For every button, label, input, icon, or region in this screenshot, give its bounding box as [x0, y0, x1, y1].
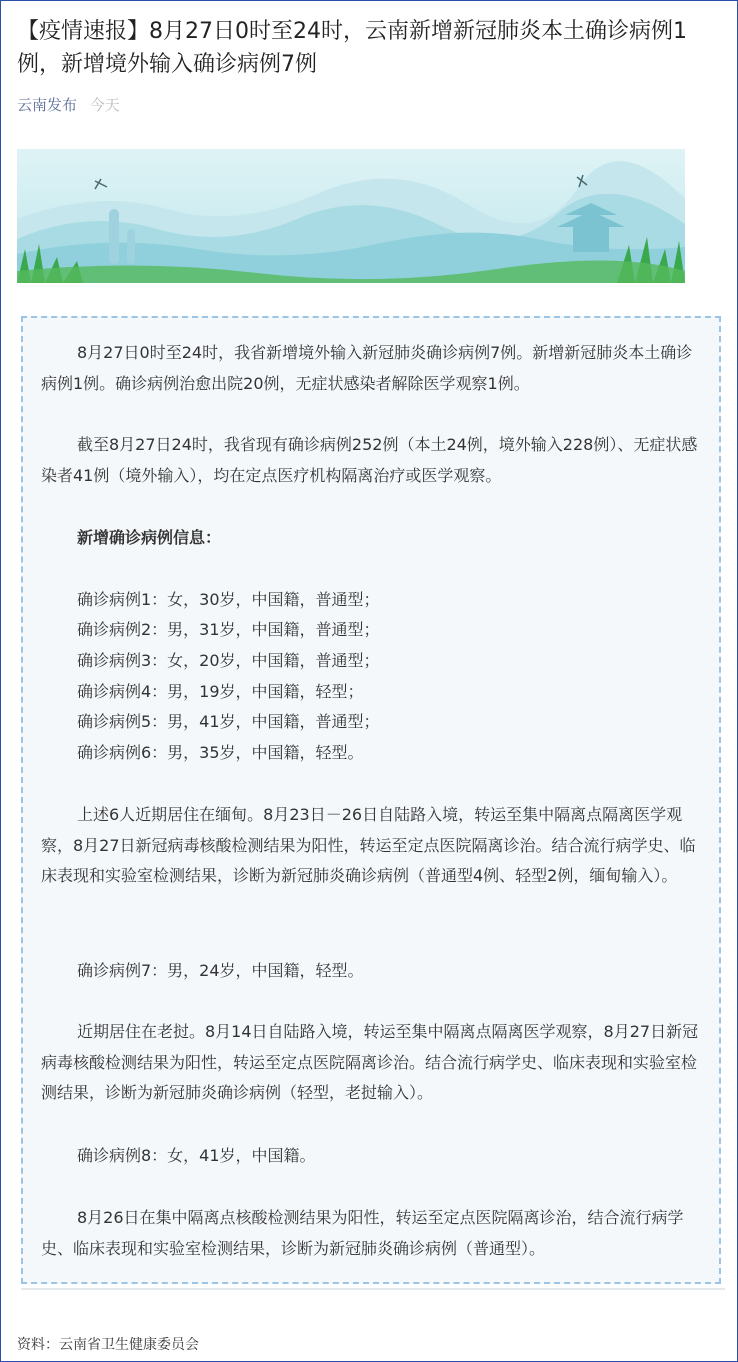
paragraph-case8-details: 8月26日在集中隔离点核酸检测结果为阳性，转运至定点医院隔离诊治，结合流行病学史、临床表现和实验室检测结果，诊断为新冠肺炎确诊病例（普通型）。	[41, 1208, 684, 1258]
article-meta	[17, 94, 120, 115]
case-item: 确诊病例5：男，41岁，中国籍，普通型；	[77, 712, 380, 731]
footer-source: 资料：云南省卫生健康委员会	[17, 1337, 199, 1353]
section-heading: 新增确诊病例信息：	[77, 528, 222, 547]
case-item: 确诊病例3：女，20岁，中国籍，普通型；	[77, 651, 380, 670]
case-item: 确诊病例4：男，19岁，中国籍，轻型；	[77, 682, 364, 701]
header-banner-image	[17, 149, 685, 283]
source-link[interactable]: 云南发布	[17, 96, 78, 114]
case-item-7: 确诊病例7：男，24岁，中国籍，轻型。	[77, 961, 364, 980]
case-item: 确诊病例1：女，30岁，中国籍，普通型；	[77, 590, 380, 609]
publish-date: 今天	[89, 96, 120, 114]
case-item: 确诊病例2：男，31岁，中国籍，普通型；	[77, 620, 380, 639]
case-item-8: 确诊病例8：女，41岁，中国籍。	[77, 1146, 316, 1165]
paragraph-laos-details: 近期居住在老挝。8月14日自陆路入境，转运至集中隔离点隔离医学观察，8月27日新冠病毒核酸检测结果为阳性，转运至定点医院隔离诊治。结合流行病学史、临床表现和实验室检测结果，诊断为新冠肺炎确诊病例（轻型，老挝输入）。	[41, 1022, 699, 1102]
content-divider	[21, 1288, 725, 1290]
paragraph-myanmar-details: 上述6人近期居住在缅甸。8月23日－26日自陆路入境，转运至集中隔离点隔离医学观察，8月27日新冠病毒核酸检测结果为阳性，转运至定点医院隔离诊治。结合流行病学史、临床表现和实验室检测结果，诊断为新冠肺炎确诊病例（普通型4例、轻型2例，缅甸输入）。	[41, 805, 696, 885]
article-title: 【疫情速报】8月27日0时至24时，云南新增新冠肺炎本土确诊病例1例，新增境外输入确诊病例7例	[17, 19, 687, 77]
case-item: 确诊病例6：男，35岁，中国籍，轻型。	[77, 743, 364, 762]
paragraph-summary: 8月27日0时至24时，我省新增境外输入新冠肺炎确诊病例7例。新增新冠肺炎本土确诊病例1例。确诊病例治愈出院20例，无症状感染者解除医学观察1例。	[41, 343, 693, 393]
paragraph-totals: 截至8月27日24时，我省现有确诊病例252例（本土24例，境外输入228例）、无症状感染者41例（境外输入），均在定点医疗机构隔离治疗或医学观察。	[41, 435, 698, 485]
